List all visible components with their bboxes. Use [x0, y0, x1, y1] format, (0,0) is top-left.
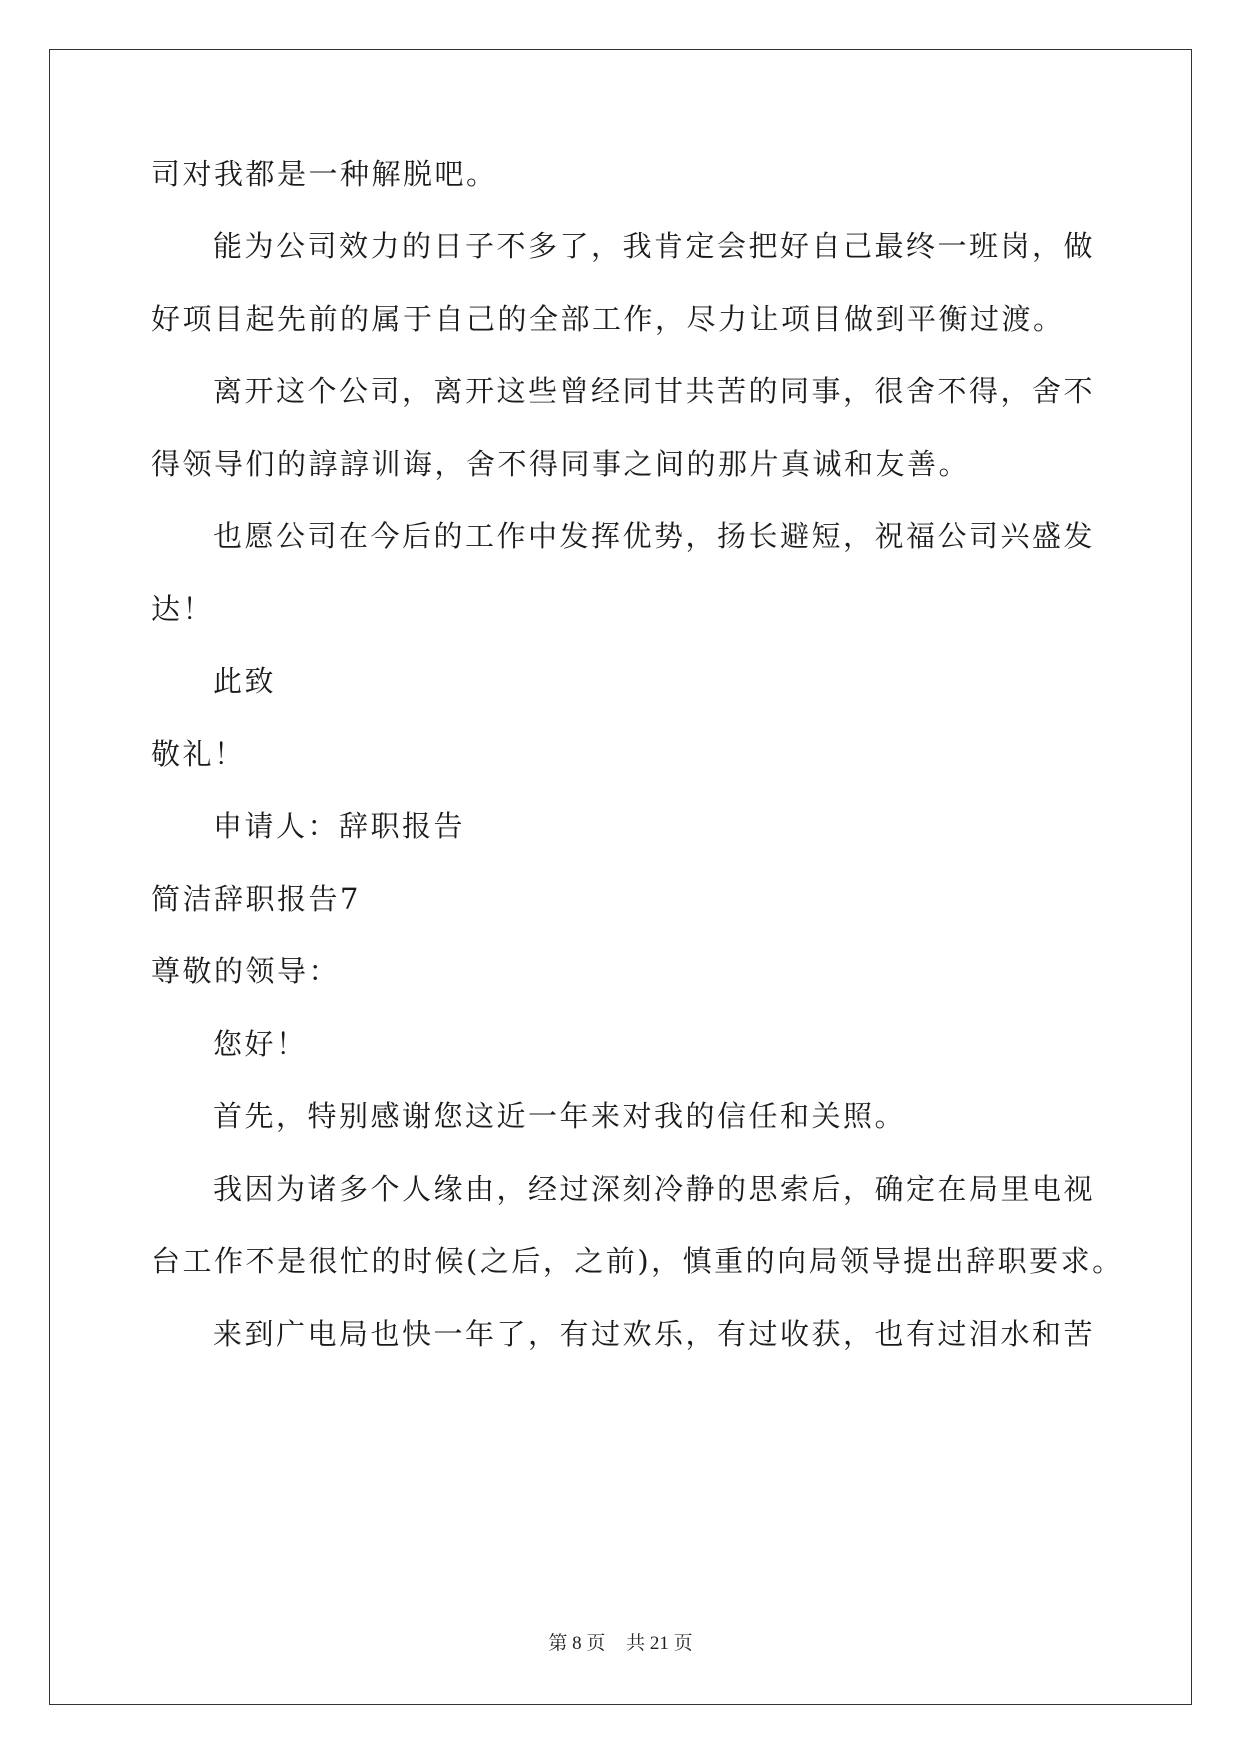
text-line: 来到广电局也快一年了，有过欢乐，有过收获，也有过泪水和苦 [213, 1317, 1096, 1351]
text-line: 台工作不是很忙的时候(之后，之前)，慎重的向局领导提出辞职要求。 [151, 1244, 1124, 1278]
text-line: 得领导们的諄諄训诲，舍不得同事之间的那片真诚和友善。 [151, 447, 971, 481]
text-line: 能为公司效力的日子不多了，我肯定会把好自己最终一班岗，做 [213, 229, 1096, 263]
text-line: 达！ [151, 592, 215, 626]
page-frame [49, 49, 1192, 1705]
page-total: 共 21 页 [626, 1633, 693, 1654]
text-line: 离开这个公司，离开这些曾经同甘共苦的同事，很舍不得，舍不 [213, 374, 1096, 408]
greeting-line: 您好！ [213, 1027, 308, 1061]
greeting: 尊敬的领导： [151, 954, 341, 988]
salutation-closing: 敬礼！ [151, 737, 246, 771]
text-line: 首先，特别感谢您这近一年来对我的信任和关照。 [213, 1099, 907, 1133]
text-line: 好项目起先前的属于自己的全部工作，尽力让项目做到平衡过渡。 [151, 302, 1065, 336]
text-line: 也愿公司在今后的工作中发挥优势，扬长避短，祝福公司兴盛发 [213, 519, 1096, 553]
text-line: 司对我都是一种解脱吧。 [151, 157, 498, 191]
text-line: 我因为诸多个人缘由，经过深刻冷静的思索后，确定在局里电视 [213, 1172, 1096, 1206]
signature-line: 申请人：辞职报告 [213, 809, 466, 843]
section-heading: 简洁辞职报告7 [151, 882, 361, 916]
page-number: 第 8 页 [548, 1633, 606, 1654]
page-footer [0, 1628, 1241, 1655]
closing-phrase: 此致 [213, 664, 277, 698]
